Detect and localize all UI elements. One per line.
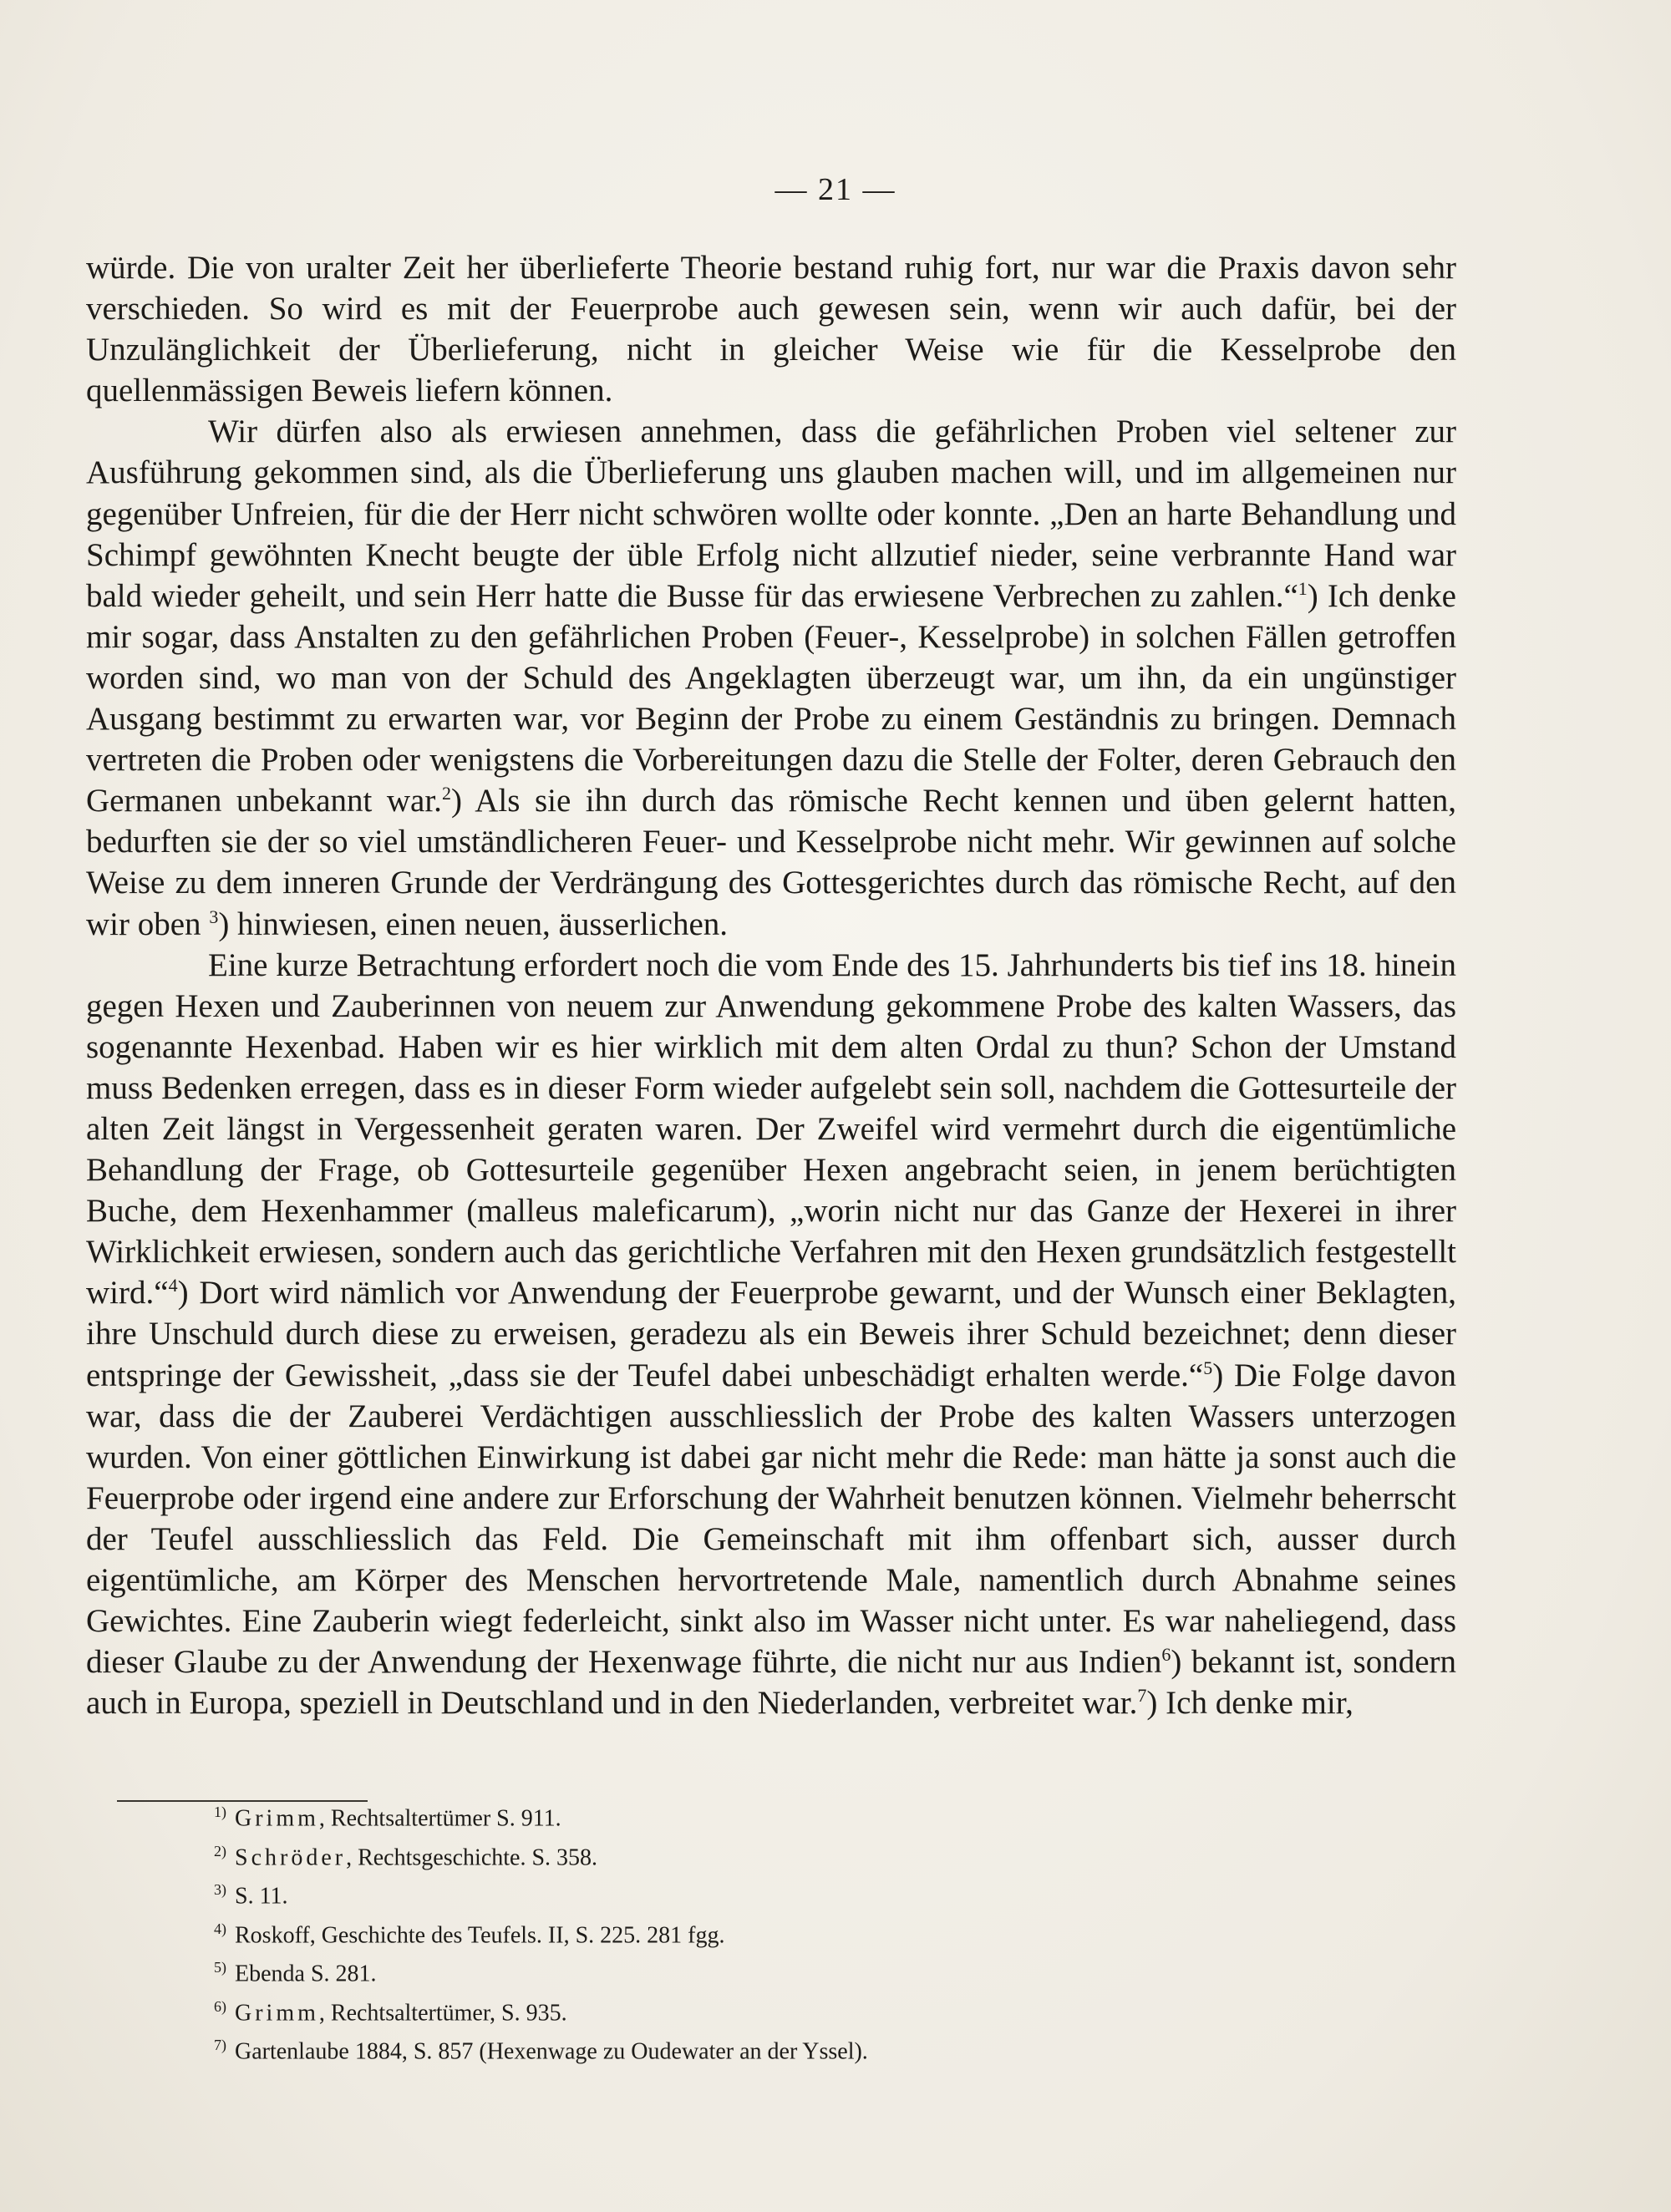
footnote [214,2029,1467,2068]
paragraph-text: Eine kurze Betrachtung erfordert noch die vom Ende des 15. Jahrhunderts bis tief ins 18. hinein gegen Hexen und Zauberinnen von neuem zur Anwendung gekommene Probe des kalten Wassers, das sogenannte Hexenbad. Haben wir es hier wirklich mit dem alten Ordal zu thun? Schon der Umstand muss Bedenken erregen, dass es in dieser Form wieder aufgelebt sein soll, nachdem die Gottesurteile der alten Zeit längst in Vergessenheit geraten waren. Der Zweifel wird vermehrt durch die eigentümliche Behandlung der Frage, ob Gottesurteile gegenüber Hexen angebracht seien, in jenem berüchtigten Buche, dem Hexenhammer (malleus maleficarum), „worin nicht nur das Ganze der Hexerei in ihrer Wirklichkeit erwiesen, sondern auch das gerichtliche Verfahren mit den Hexen grundsätzlich festgestellt wird.“ [86,946,1456,1311]
footnote-mark: 1) [214,1804,226,1820]
footnote-reference: 6 [1161,1644,1171,1666]
paragraph-text: ) Als sie ihn durch das römische Recht kennen und üben gelernt hatten, bedurften sie der so viel umständlicheren Feuer- und Kesselprobe nicht mehr. Wir gewinnen auf solche Weise zu dem inneren Grunde der Verdrängung des Gottesgerichtes durch das römische Recht, auf den wir oben [86,783,1456,942]
footnote-text: , Rechtsgeschichte. S. 358. [346,1844,598,1870]
footnote-text: Gartenlaube 1884, S. 857 (Hexenwage zu Oudewater an der Yssel). [235,2038,868,2065]
footnote [214,1874,1467,1913]
footnote-reference: 1 [1298,577,1308,599]
footnote-reference: 3 [209,906,219,927]
footnote [214,1913,1467,1952]
footnote-mark: 2) [214,1842,226,1859]
footnote-mark: 7) [214,2037,226,2054]
footnote-author: Schröder [235,1844,347,1870]
footnote-text: , Rechtsaltertümer, S. 935. [318,1999,567,2026]
paragraph [86,411,1456,944]
footnote-mark: 5) [214,1959,226,1976]
footnote-mark: 3) [214,1881,226,1899]
footnote-author: Grimm [235,1999,319,2026]
paragraph [86,945,1456,1724]
footnote [214,1796,1467,1835]
footnote-reference: 5 [1203,1357,1213,1378]
footnote-reference: 2 [441,783,451,804]
footnote-reference: 4 [168,1275,178,1296]
footnote [214,1835,1467,1875]
footnotes [214,1796,1467,2068]
paragraph-text: ) Dort wird nämlich vor Anwendung der Feuerprobe gewarnt, und der Wunsch einer Beklagten, ihre Unschuld durch diese zu erweisen, geradezu als ein Beweis ihrer Schuld bezeichnet; denn dieser entspringe der Gewissheit, „dass sie der Teufel dabei unbeschädigt erhalten werde.“ [86,1275,1456,1393]
footnote [214,1951,1467,1991]
footnote-mark: 6) [214,1997,226,2015]
footnote-text: Ebenda S. 281. [235,1961,377,1987]
footnote [214,1991,1467,2030]
paragraph-text: ) Die Folge davon war, dass die der Zauberei Verdächtigen ausschliesslich der Probe des kalten Wassers unterzogen wurden. Von einer göttlichen Einwirkung ist dabei gar nicht mehr die Rede: man hätte ja sonst auch die Feuerprobe oder irgend eine andere zur Erforschung der Wahrheit benutzen können. Vielmehr beherrscht der Teufel ausschliesslich das Feld. Die Gemeinschaft mit ihm offenbart sich, ausser durch eigentümliche, am Körper des Menschen hervortretende Male, namentlich durch Abnahme seines Gewichtes. Eine Zauberin wiegt federleicht, sinkt also im Wasser nicht unter. Es war naheliegend, dass dieser Glaube zu der Anwendung der Hexenwage führte, die nicht nur aus Indien [86,1357,1456,1681]
paragraph-text: ) hinwiesen, einen neuen, äusserlichen. [218,906,729,942]
footnote-text: S. 11. [235,1883,288,1910]
footnote-text: Roskoff, Geschichte des Teufels. II, S. 225. 281 fgg. [235,1921,725,1948]
footnote-reference: 7 [1137,1685,1147,1707]
paragraph-text: ) bekannt ist, sondern auch in Europa, speziell in Deutschland und in den Niederlanden, verbreitet war. [86,1644,1456,1722]
paragraph [86,247,1456,411]
footnote-author: Grimm [235,1805,319,1832]
footnote-text: , Rechtsaltertümer S. 911. [318,1805,561,1832]
page-number: — 21 — [775,172,896,207]
paragraph-text: ) Ich denke mir, [1146,1685,1354,1722]
paragraph-text: würde. Die von uralter Zeit her überlieferte Theorie bestand ruhig fort, nur war die Praxis davon sehr verschieden. So wird es mit der Feuerprobe auch gewesen sein, wenn wir auch dafür, bei der Unzulänglichkeit der Überlieferung, nicht in gleicher Weise wie für die Kesselprobe den quellenmässigen Beweis liefern können. [86,250,1456,409]
footnote-mark: 4) [214,1920,226,1937]
paragraph-text: Wir dürfen also als erwiesen annehmen, dass die gefährlichen Proben viel seltener zur Ausführung gekommen sind, als die Überlieferung uns glauben machen will, und im allgemeinen nur gegenüber Unfreien, für die der Herr nicht schwören wollte oder konnte. „Den an harte Behandlung und Schimpf gewöhnten Knecht beugte der üble Erfolg nicht allzutief nieder, seine verbrannte Hand war bald wieder geheilt, und sein Herr hatte die Busse für das erwiesene Verbrechen zu zahlen.“ [86,413,1456,614]
body-text [86,247,1456,1723]
paragraph-text: ) Ich denke mir sogar, dass Anstalten zu den gefährlichen Proben (Feuer-, Kesselprobe) in solchen Fällen getroffen worden sind, wo man von der Schuld des Angeklagten überzeugt war, um ihn, da ein ungünstiger Ausgang bestimmt zu erwarten war, vor Beginn der Probe zu einem Geständnis zu bringen. Demnach vertreten die Proben oder wenigstens die Vorbereitungen dazu die Stelle der Folter, deren Gebrauch den Germanen unbekannt war. [86,577,1456,819]
